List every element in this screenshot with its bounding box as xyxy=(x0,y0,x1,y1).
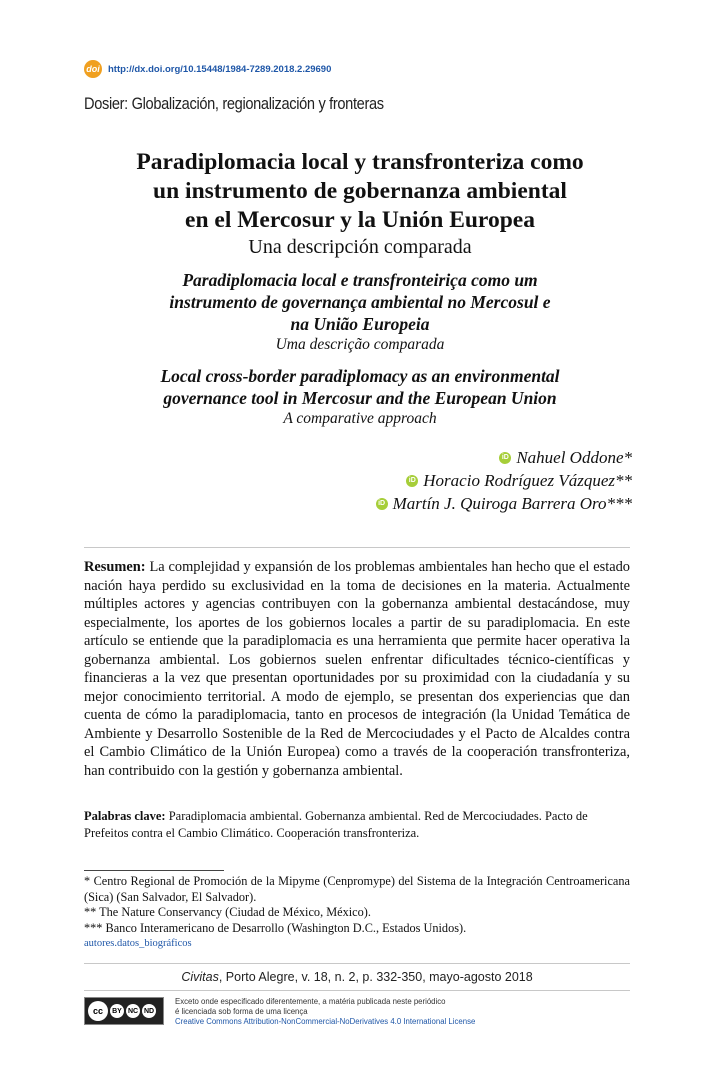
english-title xyxy=(60,365,660,409)
keywords xyxy=(84,808,630,842)
author-item xyxy=(376,469,632,492)
cc-icon: cc xyxy=(88,1001,108,1021)
cc-license-badge[interactable] xyxy=(84,997,164,1025)
portuguese-title-line: instrumento de governança ambiental no Mercosul e xyxy=(169,292,551,312)
author-name: Martín J. Quiroga Barrera Oro*** xyxy=(392,494,632,513)
nc-icon: NC xyxy=(126,1004,140,1018)
orcid-icon[interactable]: iD xyxy=(499,452,511,464)
divider xyxy=(84,547,630,548)
footnote: *** Banco Interamericano de Desarrollo (Washington D.C., Estados Unidos). xyxy=(84,920,467,935)
nd-icon: ND xyxy=(142,1004,156,1018)
title-block xyxy=(60,148,660,429)
spanish-title-line: en el Mercosur y la Unión Europea xyxy=(185,207,535,233)
abstract-text: La complejidad y expansión de los problemas ambientales han hecho que el estado nación haya perdido su exclusividad en la toma de decisiones en la materia. Actualmente múltiples actores y agencias contribuyen con la gobernanza ambiental destacándose, muy especialmente, los aportes de los gobiernos locales a partir de su paradiplomacia. En este artículo se entiende que la paradiplomacia es una herramienta que permite hacer operativa la gobernanza ambiental. Los gobiernos suelen enfrentar dificultades técnico-científicas y financieras a la vez que presentan oportunidades por su proximidad con la ciudadanía y su mejor conocimiento territorial. A modo de ejemplo, se presentan dos experiencias que dan cuenta de cómo la paradiplomacia, tanto en procesos de integración (la Unidad Temática de Ambiente y Desarrollo Sostenible de la Red de Mercociudades y el Pacto de Alcaldes contra el Cambio Climático de la Unión Europea) como a través de la cooperación transfronteriza, han contribuido con la gestión y gobernanza ambiental. xyxy=(84,559,630,779)
portuguese-subtitle: Uma descrição comparada xyxy=(275,336,445,353)
author-item xyxy=(376,492,632,515)
license-link[interactable]: Creative Commons Attribution-NonCommercial-NoDerivatives 4.0 International License xyxy=(175,1017,476,1026)
author-bio-link[interactable]: autores.datos_biográficos xyxy=(84,938,192,949)
license-line: Exceto onde especificado diferentemente, a matéria publicada neste periódico xyxy=(175,997,446,1006)
divider xyxy=(84,963,630,964)
spanish-title-line: un instrumento de gobernanza ambiental xyxy=(153,178,567,204)
abstract-label: Resumen: xyxy=(84,559,146,575)
divider xyxy=(84,990,630,991)
author-list xyxy=(376,446,632,515)
portuguese-title-line: Paradiplomacia local e transfronteiriça como um xyxy=(182,270,538,290)
doi-logo-icon: doi xyxy=(84,60,102,78)
doi-link[interactable]: http://dx.doi.org/10.15448/1984-7289.2018.2.29690 xyxy=(108,63,332,75)
portuguese-title-line: na União Europeia xyxy=(290,314,430,334)
english-title-line: Local cross-border paradiplomacy as an environmental xyxy=(160,366,560,386)
footnote: ** The Nature Conservancy (Ciudad de México, México). xyxy=(84,905,371,919)
spanish-subtitle: Una descripción comparada xyxy=(248,236,472,258)
portuguese-title xyxy=(60,269,660,335)
orcid-icon[interactable]: iD xyxy=(376,498,388,510)
author-name: Nahuel Oddone* xyxy=(516,448,632,467)
author-name: Horacio Rodríguez Vázquez** xyxy=(423,471,632,490)
footnote-rule xyxy=(84,870,224,871)
spanish-title xyxy=(60,148,660,235)
english-title-line: governance tool in Mercosur and the European Union xyxy=(163,388,557,408)
section-heading: Dosier: Globalización, regionalización y fronteras xyxy=(84,94,384,113)
citation-details: , Porto Alegre, v. 18, n. 2, p. 332-350, mayo-agosto 2018 xyxy=(218,970,533,984)
doi-row xyxy=(84,60,331,78)
by-icon: BY xyxy=(110,1004,124,1018)
keywords-text: Paradiplomacia ambiental. Gobernanza ambiental. Red de Mercociudades. Pacto de Prefeitos contra el Cambio Climático. Cooperación transfronteriza. xyxy=(84,809,588,840)
abstract xyxy=(84,558,630,780)
footnotes xyxy=(84,874,630,952)
keywords-label: Palabras clave: xyxy=(84,809,166,823)
license-line: é licenciada sob forma de uma licença xyxy=(175,1007,308,1016)
author-item xyxy=(376,446,632,469)
license-text xyxy=(175,997,475,1027)
journal-name: Civitas xyxy=(181,970,219,984)
orcid-icon[interactable]: iD xyxy=(406,475,418,487)
footnote: * Centro Regional de Promoción de la Mipyme (Cenpromype) del Sistema de la Integración Centroamericana (Sica) (San Salvador, El Salvador). xyxy=(84,874,630,904)
english-subtitle: A comparative approach xyxy=(283,410,437,427)
spanish-title-line: Paradiplomacia local y transfronteriza como xyxy=(136,149,584,175)
journal-citation xyxy=(84,970,630,984)
